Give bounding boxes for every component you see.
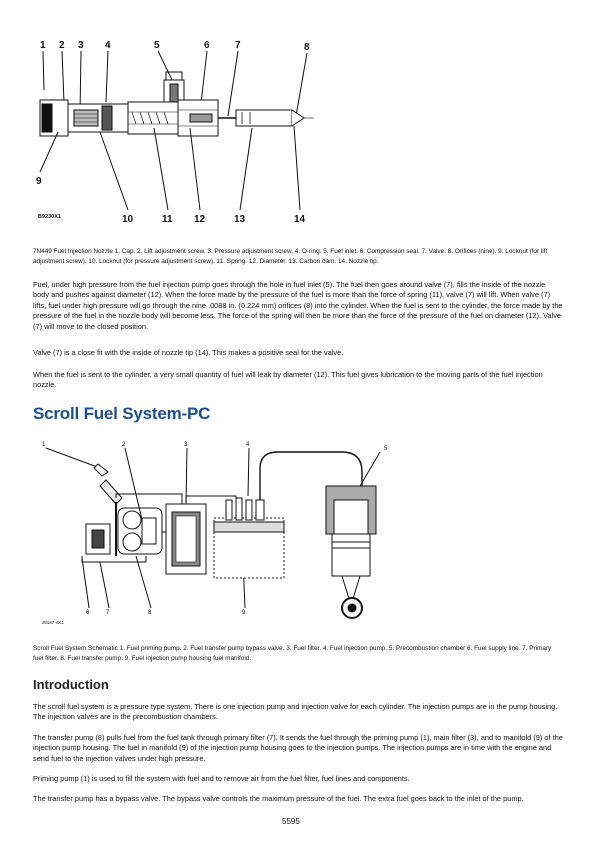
callout-3: 3 xyxy=(78,40,84,51)
figure-code: B9230X1 xyxy=(38,214,61,220)
callout-12: 12 xyxy=(194,214,206,225)
callout-13: 13 xyxy=(234,214,246,225)
paragraph: The transfer pump has a bypass valve. The bypass valve controls the maximum pressure of the fuel. The extra fuel goes back to the inlet of the pump. xyxy=(33,794,524,803)
schem-callout-8: 8 xyxy=(148,610,152,616)
paragraph: The scroll fuel system is a pressure type system. There is one injection pump and injection valve for each cylinder. The injection pumps are in the pump housing. The injection valves are in the precombustion chambers. xyxy=(33,702,558,722)
callout-8: 8 xyxy=(304,42,310,53)
schem-callout-6: 6 xyxy=(86,610,90,616)
schem-callout-3: 3 xyxy=(184,442,188,448)
figure-caption: 7N449 Fuel Injection Nozzle 1. Cap. 2. Lift adjustment screw. 3. Pressure adjustment screw. 4. O-ring. 5. Fuel inlet. 6. Compression seal. 7. Valve. 8. Orifices (nine). 9. Locknut (for lift adjustment screw). 10. Locknut (for pressure adjustment screw). 11. Spring. 12. Diameter. 13. Carbon dam. 14. Nozzle tip. xyxy=(33,248,548,265)
callout-14: 14 xyxy=(294,214,306,225)
callout-9: 9 xyxy=(36,176,42,187)
page-number: 5595 xyxy=(282,817,300,826)
fuel-system-schematic xyxy=(36,438,386,628)
schem-callout-9: 9 xyxy=(242,610,246,616)
subsection-title: Introduction xyxy=(33,677,109,692)
callout-4: 4 xyxy=(105,40,111,51)
callout-10: 10 xyxy=(122,214,134,225)
nozzle-diagram xyxy=(28,32,328,228)
schem-callout-2: 2 xyxy=(122,442,126,448)
paragraph: Valve (7) is a close fit with the inside of nozzle tip (14). This makes a positive seal for the valve. xyxy=(33,348,344,357)
paragraph: When the fuel is sent to the cylinder, a very small quantity of fuel will leak by diameter (12). This fuel gives lubrication to the moving parts of the fuel injection nozzle. xyxy=(33,370,543,390)
schem-callout-1: 1 xyxy=(42,442,46,448)
callout-7: 7 xyxy=(235,40,241,51)
paragraph: Fuel, under high pressure from the fuel injection pump goes through the hole in fuel inlet (5). The fuel then goes around valve (7), fills the inside of the nozzle body and pushes against diameter (12). When the force made by the pressure of the fuel is more than the force of spring (11), valve (7) will lift. When valve (7) lifts, fuel under high pressure will go through the nine .0088 in. (0.224 mm) orifices (8) into the cylinder. When the fuel is sent to the cylinder, the force made by the pressure of the fuel in the nozzle body will become less. The force of the spring will then be more than the force of the pressure of the fuel on diameter (12). Valve (7) will move to the closed position. xyxy=(33,280,563,331)
schematic-code: J9187-4X1 xyxy=(42,620,64,625)
schematic-caption: Scroll Fuel System Schematic 1. Fuel priming pump. 2. Fuel transfer pump bypass valve. 3. Fuel filter. 4. Fuel injection pump. 5. Precombustion chamber 6. Fuel supply line. 7. Primary fuel filter. 8. Fuel transfer pump. 9. Fuel injection pump housing fuel manifold. xyxy=(33,645,552,662)
schem-callout-7: 7 xyxy=(106,610,110,616)
callout-1: 1 xyxy=(40,40,46,51)
paragraph: The transfer pump (8) pulls fuel from the fuel tank through primary filter (7). It sends the fuel through the priming pump (1), main filter (3), and to manifold (9) of the injection pump housing. The fuel in manifold (9) of the injection pump housing goes to the injection pumps. The injection pumps are in time with the engine and send fuel to the injection valves under high pressure. xyxy=(33,733,563,763)
schem-callout-5: 5 xyxy=(384,446,388,452)
callout-5: 5 xyxy=(154,40,160,51)
callout-2: 2 xyxy=(59,40,65,51)
callout-6: 6 xyxy=(204,40,210,51)
callout-11: 11 xyxy=(162,214,173,225)
paragraph: Priming pump (1) is used to fill the system with fuel and to remove air from the fuel filter, fuel lines and components. xyxy=(33,774,410,783)
schem-callout-4: 4 xyxy=(246,442,250,448)
section-title: Scroll Fuel System-PC xyxy=(33,404,211,423)
